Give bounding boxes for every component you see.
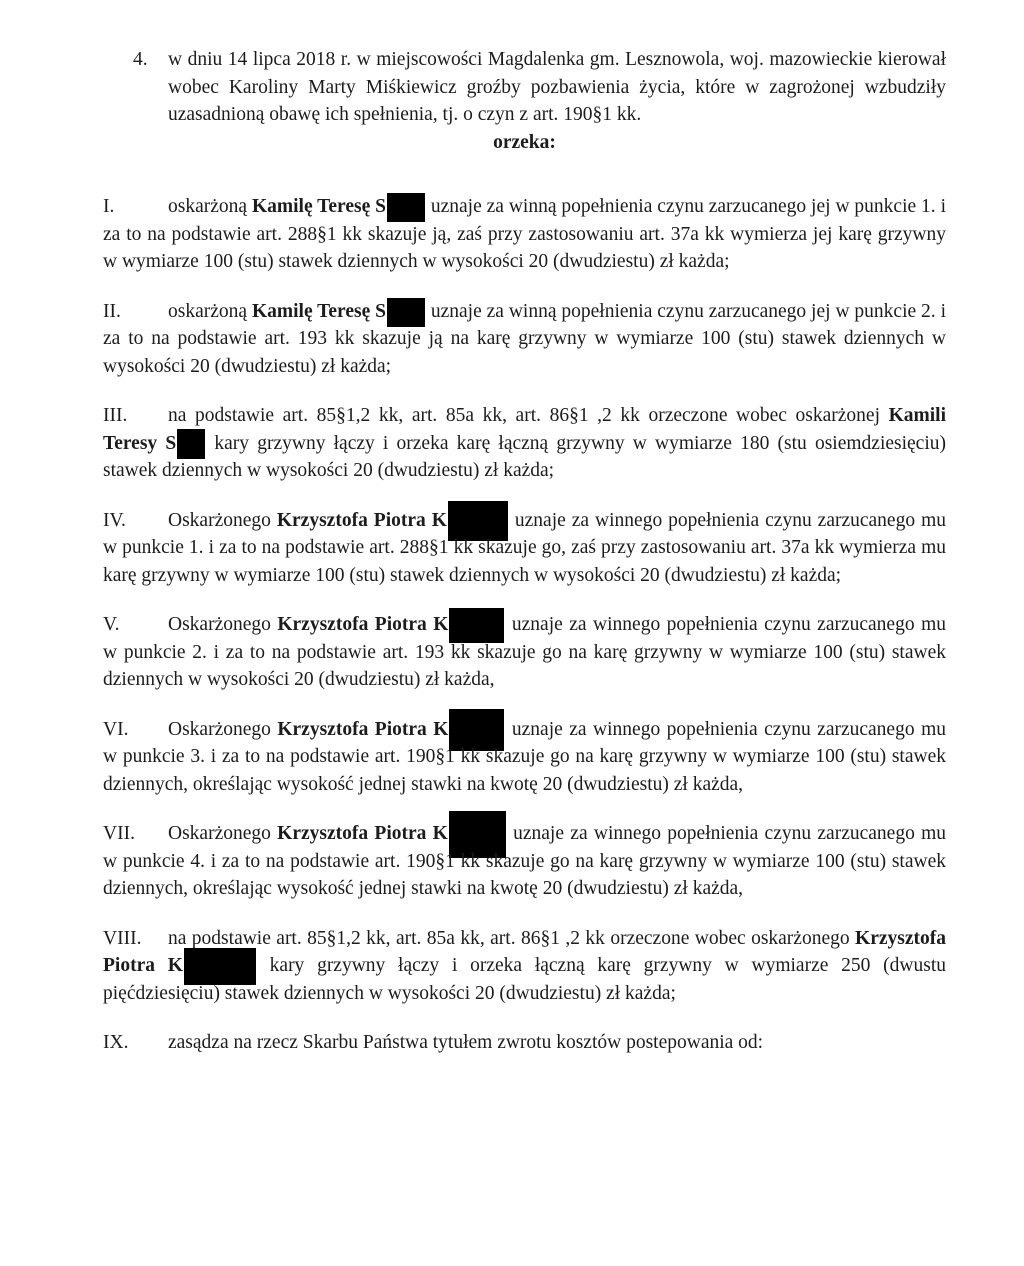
verdict-numeral: II.: [103, 300, 121, 322]
redaction-box: [449, 709, 504, 751]
defendant-name: Kamili Teresy S: [103, 405, 946, 454]
verdict-numeral: VII.: [103, 823, 135, 844]
verdict-numeral: V.: [103, 614, 120, 635]
verdict-text: na podstawie art. 85§1,2 kk, art. 85a kk, art. 86§1 ,2 kk orzeczone wobec oskarżonej: [168, 405, 889, 426]
verdict-numeral: VIII.: [103, 927, 142, 949]
verdict-item-vii: [103, 820, 946, 903]
verdict-text: uznaje za winnego popełnienia czynu zarzucanego mu w punkcie 3. i za to na podstawie art. 190§1 kk skazuje go na karę grzywny w wymiarze 100 (stu) stawek dziennych, określając wysokość jednej stawki na kwotę 20 (dwudziestu) zł każda,: [103, 718, 946, 795]
defendant-name: Krzysztofa Piotra K: [276, 509, 447, 531]
defendant-name: Krzysztofa Piotra K: [277, 718, 449, 740]
verdict-numeral: IX.: [103, 1032, 129, 1053]
verdict-text: uznaje za winnego popełnienia czynu zarzucanego mu w punkcie 2. i za to na podstawie art. 193 kk skazuje go na karę grzywny w wymiarze 100 (stu) stawek dziennych w wysokości 20 (dwudziestu) zł każda,: [103, 614, 946, 690]
verdict-text: uznaje za winną popełnienia czynu zarzucanego jej w punkcie 1. i za to na podstawie art. 288§1 kk skazuje ją, zaś przy zastosowaniu art. 37a kk wymierza jej karę grzywny w wymiarze 100 (stu) stawek dziennych w wysokości 20 (dwudziestu) zł każda;: [103, 196, 946, 272]
redaction-box: [387, 298, 425, 327]
verdict-text: oskarżoną: [168, 300, 252, 322]
verdict-numeral: IV.: [103, 509, 126, 531]
verdict-item-iv: [103, 507, 946, 590]
verdict-text: oskarżoną: [168, 196, 252, 217]
verdict-list: [103, 156, 946, 1057]
verdict-text: zasądza na rzecz Skarbu Państwa tytułem zwrotu kosztów postepowania od:: [168, 1032, 764, 1053]
verdict-text: Oskarżonego: [168, 509, 277, 531]
defendant-name: Kamilę Teresę S: [251, 196, 386, 217]
verdict-text: kary grzywny łączy i orzeka łączną karę grzywny w wymiarze 250 (dwustu pięćdziesięciu) stawek dziennych w wysokości 20 (dwudziestu) zł każda;: [103, 955, 946, 1004]
redaction-box: [184, 948, 256, 985]
verdict-item-ii: [103, 298, 946, 381]
redaction-box: [448, 501, 508, 541]
verdict-item-v: [103, 611, 946, 694]
defendant-name: Krzysztofa Piotra K: [277, 823, 448, 844]
defendant-name: Krzysztofa Piotra K: [277, 614, 449, 635]
redaction-box: [387, 193, 425, 222]
verdict-text: Oskarżonego: [168, 823, 278, 844]
verdict-text: na podstawie art. 85§1,2 kk, art. 85a kk, art. 86§1 ,2 kk orzeczone wobec oskarżonego: [168, 927, 856, 949]
defendant-name: Kamilę Teresę S: [251, 300, 386, 322]
verdict-text: uznaje za winną popełnienia czynu zarzucanego jej w punkcie 2. i za to na podstawie art. 193 kk skazuje ją na karę grzywny w wymiarze 100 (stu) stawek dziennych w wysokości 20 (dwudziestu) zł każda;: [103, 300, 946, 377]
verdict-text: uznaje za winnego popełnienia czynu zarzucanego mu w punkcie 1. i za to na podstawie art. 288§1 kk skazuje go, zaś przy zastosowaniu art. 37a kk wymierza mu karę grzywny w wymiarze 100 (stu) stawek dziennych w wysokości 20 (dwudziestu) zł każda;: [103, 509, 946, 586]
verdict-item-viii: [103, 925, 946, 1008]
charge-item-text: w dniu 14 lipca 2018 r. w miejscowości Magdalenka gm. Lesznowola, woj. mazowieckie kierował wobec Karoliny Marty Miśkiewicz groźby pozbawienia życia, które w zagrożonej wzbudziły uzasadnioną obawę ich spełnienia, tj. o czyn z art. 190§1 kk.: [168, 49, 946, 125]
verdict-item-i: [103, 193, 946, 276]
verdict-text: Oskarżonego: [168, 718, 278, 740]
verdict-item-vi: [103, 716, 946, 799]
verdict-numeral: VI.: [103, 718, 129, 740]
verdict-numeral: I.: [103, 196, 115, 217]
redaction-box: [177, 429, 205, 459]
charge-item-4: [103, 46, 946, 129]
verdict-text: Oskarżonego: [168, 614, 278, 635]
verdict-numeral: III.: [103, 405, 128, 426]
verdict-item-iii: [103, 402, 946, 485]
verdict-text: kary grzywny łączy i orzeka karę łączną grzywny w wymiarze 180 (stu osiemdziesięciu) stawek dziennych w wysokości 20 (dwudziestu) zł każda;: [103, 432, 946, 481]
charge-item-number: 4.: [133, 49, 148, 70]
verdict-heading: orzeka:: [493, 131, 556, 153]
verdict-item-ix: [103, 1029, 946, 1057]
verdict-text: uznaje za winnego popełnienia czynu zarzucanego mu w punkcie 4. i za to na podstawie art. 190§1 kk skazuje go na karę grzywny w wymiarze 100 (stu) stawek dziennych, określając wysokość jednej stawki na kwotę 20 (dwudziestu) zł każda,: [103, 823, 947, 899]
redaction-box: [449, 608, 504, 643]
defendant-name: Krzysztofa Piotra K: [103, 927, 946, 976]
